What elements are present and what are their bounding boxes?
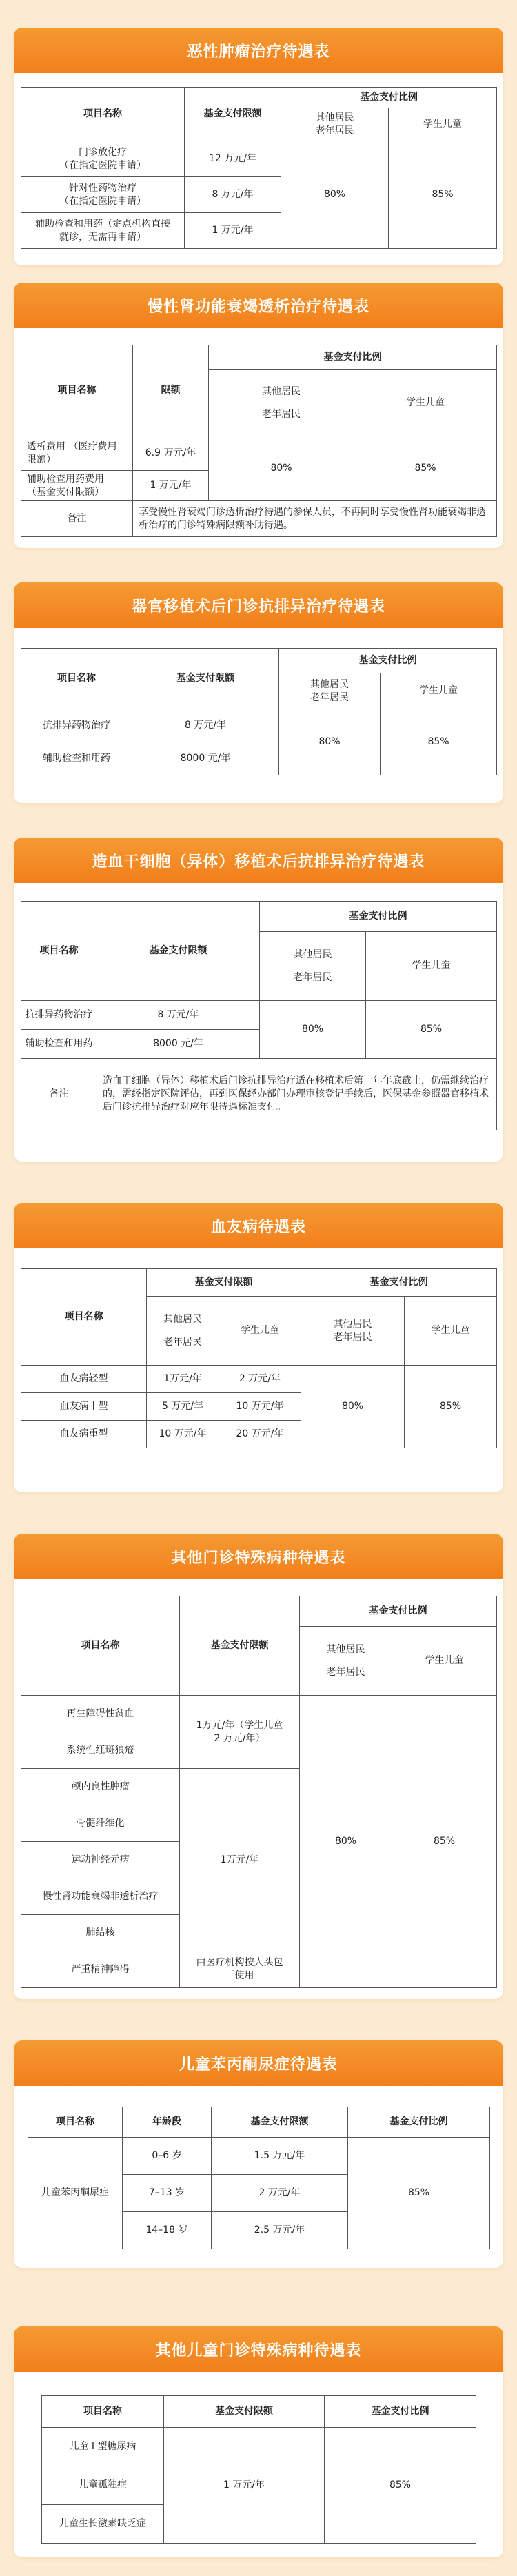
row-name: 骨髓纤维化 [21,1805,180,1842]
header-age: 年龄段 [123,2107,212,2138]
row-limit: 12 万元/年 [185,141,281,177]
row-limit: 8 万元/年 [185,177,281,213]
row-limit-student: 10 万元/年 [219,1393,301,1421]
row-limit-student: 2 万元/年 [219,1366,301,1393]
header-item: 项目名称 [28,2107,123,2138]
header-ratio: 基金支付比例 [300,1596,497,1627]
ratio-student: 85% [389,141,497,249]
header-other-old: 其他居民 老年居民 [260,932,366,1001]
limit-group-3: 由医疗机构按人头包 干使用 [180,1951,300,1988]
ratio-other: 80% [279,709,381,775]
row-name: 慢性肾功能衰竭非透析治疗 [21,1878,180,1915]
row-limit: 8000 元/年 [132,742,279,775]
row-name: 透析费用 （医疗费用 限额） [21,436,133,471]
header-limit: 基金支付限额 [147,1269,301,1297]
row-name: 抗排异药物治疗 [21,1001,97,1030]
table-pku [28,2107,490,2249]
row-name: 颅内良性肿瘤 [21,1769,180,1805]
row-age: 0–6 岁 [123,2138,212,2175]
row-limit: 8000 元/年 [97,1030,260,1059]
note-text: 造血干细胞（异体）移植术后门诊抗排异治疗适在移植术后第一年年底截止，仍需继续治疗的，需经指定医院评估，再到医保经办部门办理审核登记手续后，医保基金参照器官移植术后门诊抗排异治疗对应年限待遇标准支付。 [97,1059,497,1130]
row-name: 针对性药物治疗 （在指定医院申请） [21,177,185,213]
row-name: 辅助检查用药费用 （基金支付限额） [21,471,133,501]
row-limit-other: 10 万元/年 [147,1421,219,1448]
card-title: 其他门诊特殊病种待遇表 [14,1534,503,1579]
row-name: 血友病中型 [21,1393,147,1421]
card-title: 器官移植术后门诊抗排异治疗待遇表 [14,582,503,628]
table-other-special [21,1596,497,1988]
row-name: 运动神经元病 [21,1842,180,1878]
header-ratio: 基金支付比例 [348,2107,490,2138]
note-label: 备注 [21,1059,97,1130]
header-item: 项目名称 [21,345,133,436]
table-organ-transplant [21,648,497,775]
ratio-student: 85% [405,1366,497,1448]
card-other-children [14,2326,503,2557]
header-other-old: 其他居民 老年居民 [209,370,354,436]
header-item: 项目名称 [21,1596,180,1696]
row-age: 7–13 岁 [123,2175,212,2212]
row-limit: 8 万元/年 [132,709,279,742]
row-name: 辅助检查和用药（定点机构直接 就诊，无需再申请） [21,213,185,249]
ratio-other: 80% [281,141,389,249]
ratio-other: 80% [301,1366,405,1448]
header-limit: 基金支付限额 [212,2107,348,2138]
ratio-other: 80% [209,436,354,501]
ratio-other: 80% [260,1001,366,1059]
row-limit-other: 1万元/年 [147,1366,219,1393]
limit: 1 万元/年 [164,2428,325,2544]
table-other-children [41,2395,476,2544]
header-item: 项目名称 [21,902,97,1001]
header-student: 学生儿童 [219,1297,301,1366]
header-item: 项目名称 [21,88,185,141]
header-limit: 基金支付限额 [97,902,260,1001]
row-limit: 1 万元/年 [133,471,209,501]
card-renal-dialysis [14,283,503,548]
header-student: 学生儿童 [392,1627,497,1696]
card-other-special [14,1534,503,1999]
row-name: 肺结核 [21,1915,180,1951]
header-item: 项目名称 [21,1269,147,1366]
header-student: 学生儿童 [366,932,497,1001]
header-limit: 限额 [133,345,209,436]
card-title: 其他儿童门诊特殊病种待遇表 [14,2326,503,2372]
card-malignant-tumor [14,28,503,265]
row-name: 儿童 I 型糖尿病 [42,2428,164,2466]
row-limit: 2.5 万元/年 [212,2212,348,2249]
header-other-old: 其他居民 老年居民 [300,1627,392,1696]
ratio-student: 85% [354,436,497,501]
header-student: 学生儿童 [389,108,497,141]
row-limit-other: 5 万元/年 [147,1393,219,1421]
ratio-student: 85% [381,709,497,775]
header-other-old: 其他居民 老年居民 [281,108,389,141]
header-item: 项目名称 [42,2396,164,2428]
header-other-old: 其他居民 老年居民 [301,1297,405,1366]
row-name: 抗排异药物治疗 [21,709,132,742]
ratio-other: 80% [300,1696,392,1988]
row-limit: 1.5 万元/年 [212,2138,348,2175]
header-limit: 基金支付限额 [180,1596,300,1696]
row-name: 儿童苯丙酮尿症 [28,2138,123,2249]
header-ratio: 基金支付比例 [279,649,497,673]
header-ratio: 基金支付比例 [325,2396,476,2428]
card-title: 血友病待遇表 [14,1203,503,1248]
header-ratio: 基金支付比例 [209,345,497,370]
header-limit: 基金支付限额 [132,649,279,709]
limit-group-1: 1万元/年（学生儿童 2 万元/年） [180,1696,300,1769]
row-name: 门诊放化疗 （在指定医院申请） [21,141,185,177]
header-student: 学生儿童 [354,370,497,436]
header-item: 项目名称 [21,649,132,709]
ratio-student: 85% [366,1001,497,1059]
note-label: 备注 [21,501,133,537]
row-limit: 8 万元/年 [97,1001,260,1030]
card-organ-transplant [14,582,503,803]
row-name: 系统性红斑狼疮 [21,1732,180,1769]
header-limit: 基金支付限额 [164,2396,325,2428]
row-name: 严重精神障碍 [21,1951,180,1988]
row-limit-student: 20 万元/年 [219,1421,301,1448]
row-name: 血友病轻型 [21,1366,147,1393]
header-ratio: 基金支付比例 [281,88,497,108]
header-other-old: 其他居民 老年居民 [147,1297,219,1366]
card-title: 造血干细胞（异体）移植术后抗排异治疗待遇表 [14,838,503,883]
row-limit: 2 万元/年 [212,2175,348,2212]
card-title: 儿童苯丙酮尿症待遇表 [14,2040,503,2086]
row-limit: 1 万元/年 [185,213,281,249]
row-name: 血友病重型 [21,1421,147,1448]
row-name: 再生障碍性贫血 [21,1696,180,1732]
table-malignant-tumor [21,87,497,249]
table-hemophilia [21,1268,497,1448]
header-ratio: 基金支付比例 [301,1269,497,1297]
card-stem-cell [14,838,503,1162]
table-renal-dialysis [21,345,497,537]
row-name: 儿童生长激素缺乏症 [42,2505,164,2544]
row-age: 14–18 岁 [123,2212,212,2249]
header-student: 学生儿童 [405,1297,497,1366]
ratio: 85% [325,2428,476,2544]
table-stem-cell [21,901,497,1130]
row-name: 辅助检查和用药 [21,1030,97,1059]
ratio: 85% [348,2138,490,2249]
ratio-student: 85% [392,1696,497,1988]
card-title: 慢性肾功能衰竭透析治疗待遇表 [14,283,503,328]
row-limit: 6.9 万元/年 [133,436,209,471]
header-limit: 基金支付限额 [185,88,281,141]
row-name: 辅助检查和用药 [21,742,132,775]
note-text: 享受慢性肾衰竭门诊透析治疗待遇的参保人员，不再同时享受慢性肾功能衰竭非透析治疗的门诊特殊病限额补助待遇。 [133,501,497,537]
limit-group-2: 1万元/年 [180,1769,300,1951]
card-title: 恶性肿瘤治疗待遇表 [14,28,503,73]
row-name: 儿童孤独症 [42,2466,164,2505]
card-hemophilia [14,1203,503,1492]
header-student: 学生儿童 [381,673,497,709]
header-other-old: 其他居民 老年居民 [279,673,381,709]
header-ratio: 基金支付比例 [260,902,497,932]
card-pku [14,2040,503,2268]
